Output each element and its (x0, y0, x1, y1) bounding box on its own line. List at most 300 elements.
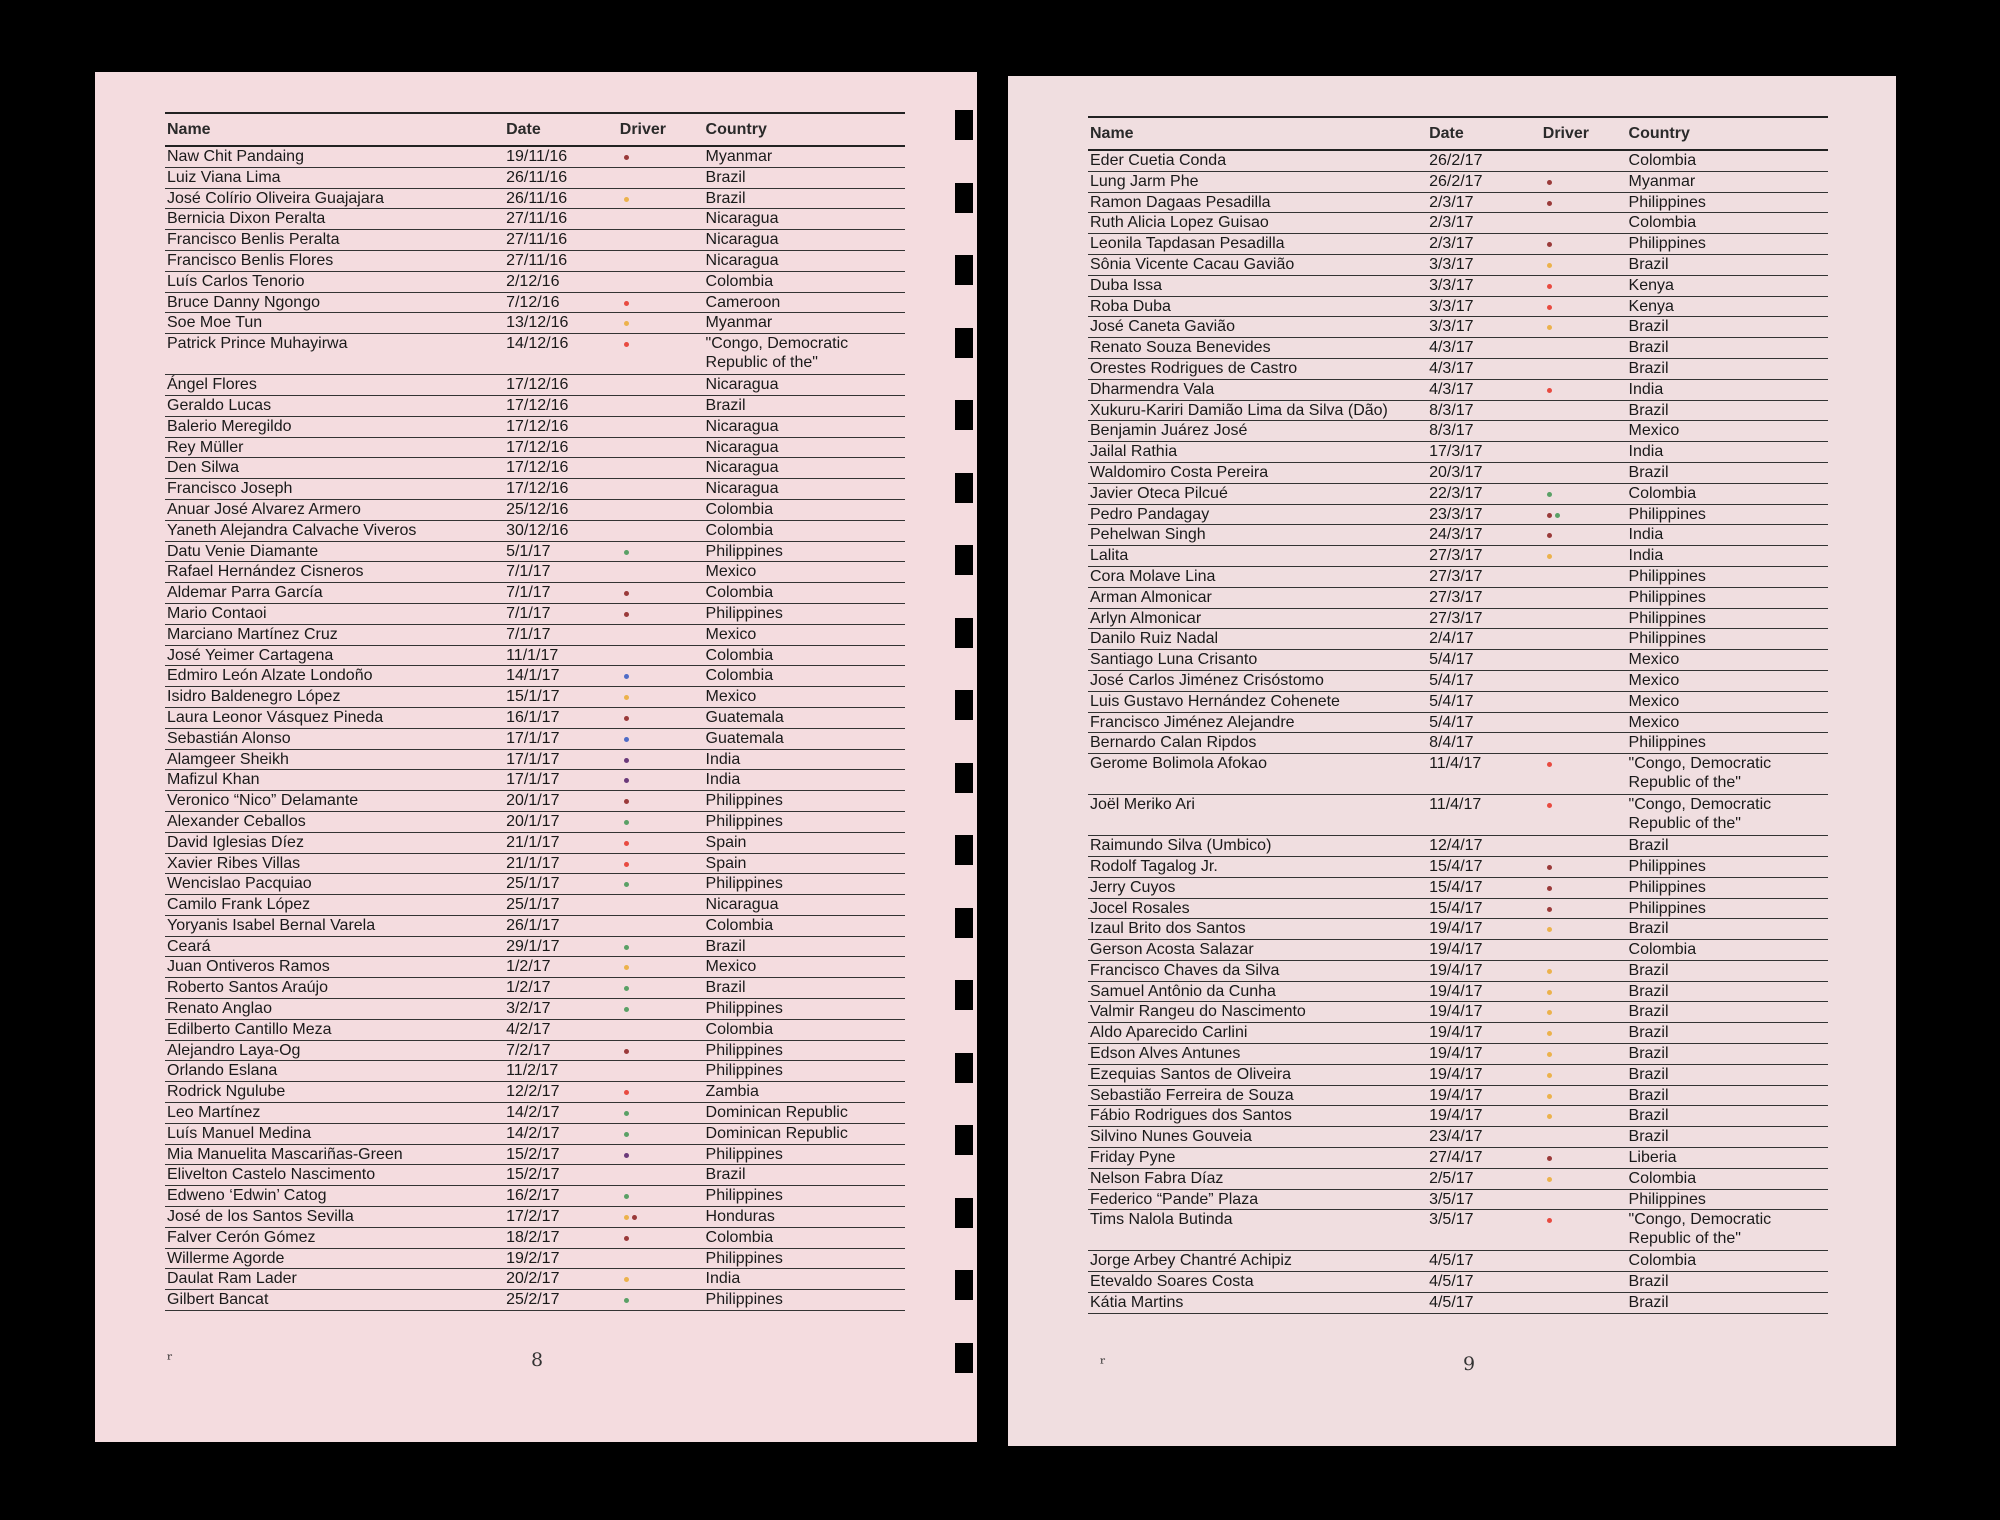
table-row (165, 1186, 905, 1207)
table-row (165, 1249, 905, 1270)
cell-name: Arman Almonicar (1090, 588, 1212, 606)
table-row (1088, 421, 1828, 442)
cell-name: José de los Santos Sevilla (167, 1208, 354, 1226)
cell-date: 26/11/16 (506, 189, 568, 207)
cell-date: 4/5/17 (1429, 1294, 1474, 1312)
cell-country: Guatemala (705, 729, 784, 747)
binding-hole (955, 473, 973, 503)
table-row (165, 895, 905, 916)
driver-dot-maroon (624, 155, 629, 160)
cell-name: Yaneth Alejandra Calvache Viveros (167, 521, 417, 539)
cell-driver (620, 916, 706, 935)
cell-name: Gilbert Bancat (167, 1291, 269, 1309)
driver-dot-maroon (624, 799, 629, 804)
driver-dot-maroon (1547, 886, 1552, 891)
cell-driver (1543, 213, 1629, 232)
table-row (165, 916, 905, 937)
cell-country: "Congo, Democratic Republic of the" (1628, 755, 1772, 792)
cell-date: 19/4/17 (1429, 961, 1483, 979)
cell-country: Philippines (705, 1041, 783, 1059)
cell-name: José Colírio Oliveira Guajajara (167, 189, 384, 207)
cell-country: India (1628, 380, 1664, 398)
page-number: 9 (1463, 1353, 1476, 1375)
table-row (165, 750, 905, 771)
binding-hole (955, 1343, 973, 1373)
table-row (165, 1145, 905, 1166)
driver-dot-maroon (624, 591, 629, 596)
cell-date: 20/3/17 (1429, 463, 1483, 481)
cell-country: Philippines (705, 1187, 783, 1205)
cell-date: 19/11/16 (506, 148, 568, 165)
cell-country: India (705, 750, 741, 768)
cell-country: Guatemala (705, 708, 784, 726)
cell-country: India (705, 1270, 741, 1288)
cell-driver (620, 708, 706, 727)
table-row (1088, 961, 1828, 982)
cell-date: 3/3/17 (1429, 297, 1474, 315)
page-number: 8 (531, 1349, 544, 1371)
binding-hole (955, 1270, 973, 1300)
cell-name: Geraldo Lucas (167, 396, 272, 414)
cell-country: "Congo, Democratic Republic of the" (705, 335, 849, 372)
cell-date: 3/2/17 (506, 1000, 551, 1018)
table-row (165, 396, 905, 417)
cell-driver (620, 458, 706, 477)
table-row (165, 770, 905, 791)
driver-dot-yellow (1547, 325, 1552, 330)
table-row (165, 1269, 905, 1290)
cell-driver (620, 1290, 706, 1309)
table-row (1088, 401, 1828, 422)
driver-dot-maroon (1547, 242, 1552, 247)
publisher-mark: ʳ (1100, 1354, 1106, 1374)
table-row (165, 189, 905, 210)
cell-driver (620, 1207, 706, 1226)
table-row (1088, 1210, 1828, 1251)
cell-country: Kenya (1628, 297, 1674, 315)
table-row (1088, 338, 1828, 359)
cell-driver (1543, 1293, 1629, 1312)
cell-name: Joël Meriko Ari (1090, 796, 1195, 814)
cell-date: 17/12/16 (506, 376, 569, 394)
table-header (1088, 116, 1828, 151)
binding-hole (955, 1198, 973, 1228)
driver-dot-yellow (1547, 990, 1552, 995)
cell-date: 5/1/17 (506, 542, 551, 560)
driver-dot-purple (624, 758, 629, 763)
cell-driver (620, 646, 706, 665)
cell-date: 17/1/17 (506, 729, 560, 747)
cell-name: Lung Jarm Phe (1090, 172, 1199, 190)
cell-name: Friday Pyne (1090, 1149, 1176, 1167)
table-row (1088, 754, 1828, 795)
cell-country: Myanmar (1628, 172, 1696, 190)
cell-driver (1543, 484, 1629, 503)
cell-country: Nicaragua (705, 231, 779, 249)
cell-name: Edson Alves Antunes (1090, 1045, 1241, 1063)
cell-country: Philippines (1628, 857, 1706, 875)
cell-driver (1543, 338, 1629, 357)
table-row (1088, 795, 1828, 836)
cell-country: Brazil (705, 1166, 746, 1184)
cell-name: Rodrick Ngulube (167, 1083, 286, 1101)
cell-name: José Caneta Gavião (1090, 318, 1235, 336)
cell-driver (620, 293, 706, 312)
cell-name: Ángel Flores (167, 376, 257, 394)
table-row (1088, 692, 1828, 713)
cell-country: Brazil (1628, 1003, 1669, 1021)
cell-country: Brazil (705, 937, 746, 955)
header-driver: Driver (1542, 124, 1590, 142)
cell-driver (1543, 919, 1629, 938)
cell-date: 19/4/17 (1429, 1045, 1483, 1063)
cell-date: 2/5/17 (1429, 1169, 1474, 1187)
cell-country: Nicaragua (705, 251, 779, 269)
cell-name: Sebastián Alonso (167, 729, 291, 747)
cell-driver (620, 1165, 706, 1184)
driver-dot-maroon (1547, 533, 1552, 538)
cell-country: Dominican Republic (705, 1104, 848, 1122)
cell-country: Kenya (1628, 276, 1674, 294)
cell-name: Arlyn Almonicar (1090, 609, 1202, 627)
table-row (165, 729, 905, 750)
table-row (165, 542, 905, 563)
table-row (165, 521, 905, 542)
cell-country: Philippines (1628, 899, 1706, 917)
table-row (1088, 567, 1828, 588)
cell-date: 3/3/17 (1429, 318, 1474, 336)
cell-name: Edilberto Cantillo Meza (167, 1020, 332, 1038)
driver-dot-maroon (624, 612, 629, 617)
table-row (165, 1082, 905, 1103)
cell-country: Brazil (1628, 255, 1669, 273)
cell-name: Gerson Acosta Salazar (1090, 941, 1254, 959)
cell-name: Eder Cuetia Conda (1090, 152, 1227, 169)
table-row (165, 1041, 905, 1062)
table-row (1088, 525, 1828, 546)
cell-name: Bernardo Calan Ripdos (1090, 734, 1257, 752)
cell-date: 17/12/16 (506, 438, 569, 456)
cell-driver (1543, 1086, 1629, 1105)
header-date: Date (1429, 124, 1464, 142)
cell-date: 20/1/17 (506, 792, 560, 810)
cell-driver (620, 583, 706, 602)
cell-country: Brazil (705, 168, 746, 186)
cell-date: 27/3/17 (1429, 609, 1483, 627)
cell-name: Leo Martínez (167, 1104, 261, 1122)
table-row (165, 334, 905, 375)
table-row (1088, 1023, 1828, 1044)
driver-dot-yellow (1547, 927, 1552, 932)
cell-date: 17/12/16 (506, 396, 569, 414)
cell-country: Philippines (705, 1291, 783, 1309)
table-row (1088, 484, 1828, 505)
cell-name: Mia Manuelita Mascariñas-Green (167, 1145, 403, 1163)
cell-driver (620, 854, 706, 873)
table-row (165, 854, 905, 875)
table-row (165, 1124, 905, 1145)
table-row (165, 1020, 905, 1041)
table-row (1088, 1272, 1828, 1293)
table-row (1088, 546, 1828, 567)
cell-country: Colombia (1628, 484, 1697, 502)
cell-date: 21/1/17 (506, 854, 560, 872)
cell-driver (1543, 463, 1629, 482)
cell-country: Philippines (1628, 734, 1706, 752)
binding-hole (955, 908, 973, 938)
cell-date: 27/11/16 (506, 231, 568, 249)
cell-date: 15/4/17 (1429, 857, 1483, 875)
table-row (1088, 172, 1828, 193)
cell-country: Nicaragua (705, 210, 779, 228)
cell-country: Nicaragua (705, 896, 779, 914)
driver-dot-green (624, 550, 629, 555)
driver-dot-green (624, 820, 629, 825)
cell-country: Mexico (1628, 692, 1680, 710)
cell-country: Colombia (705, 1228, 774, 1246)
binding-hole (955, 980, 973, 1010)
table-row (1088, 1169, 1828, 1190)
cell-date: 11/2/17 (506, 1062, 559, 1080)
cell-driver (620, 438, 706, 457)
cell-driver (1543, 297, 1629, 316)
cell-date: 13/12/16 (506, 314, 569, 332)
cell-country: Brazil (1628, 1273, 1669, 1291)
driver-dot-green (624, 1111, 629, 1116)
driver-dot-red (624, 862, 629, 867)
publisher-mark: ʳ (167, 1350, 173, 1370)
table-row (165, 708, 905, 729)
cell-name: Sebastião Ferreira de Souza (1090, 1086, 1294, 1104)
cell-date: 21/1/17 (506, 833, 560, 851)
cell-name: Balerio Meregildo (167, 417, 292, 435)
cell-date: 8/4/17 (1429, 734, 1474, 752)
header-name: Name (167, 120, 211, 138)
table-row (165, 438, 905, 459)
table-row (1088, 380, 1828, 401)
cell-date: 26/11/16 (506, 168, 568, 186)
cell-name: Fábio Rodrigues dos Santos (1090, 1107, 1292, 1125)
cell-country: Cameroon (705, 293, 781, 311)
cell-name: Luis Gustavo Hernández Cohenete (1090, 692, 1340, 710)
cell-driver (1543, 1210, 1629, 1229)
cell-country: Colombia (705, 667, 774, 685)
cell-name: Bruce Danny Ngongo (167, 293, 320, 311)
cell-driver (1543, 525, 1629, 544)
cell-date: 19/4/17 (1429, 920, 1483, 938)
table-row (1088, 982, 1828, 1003)
driver-dot-yellow (1547, 1010, 1552, 1015)
cell-driver (1543, 629, 1629, 648)
cell-date: 25/1/17 (506, 896, 560, 914)
cell-name: Xavier Ribes Villas (167, 854, 301, 872)
table-row (165, 978, 905, 999)
cell-driver (1543, 1127, 1629, 1146)
cell-name: Rodolf Tagalog Jr. (1090, 857, 1218, 875)
cell-country: Philippines (1628, 878, 1706, 896)
cell-country: Mexico (1628, 651, 1680, 669)
cell-driver (620, 937, 706, 956)
cell-country: Philippines (705, 1000, 783, 1018)
driver-dot-purple (624, 1153, 629, 1158)
cell-country: Liberia (1628, 1149, 1677, 1167)
table-row (1088, 857, 1828, 878)
cell-date: 19/4/17 (1429, 1086, 1483, 1104)
cell-driver (1543, 713, 1629, 732)
cell-date: 20/1/17 (506, 812, 560, 830)
cell-date: 15/2/17 (506, 1145, 560, 1163)
cell-country: Brazil (1628, 1086, 1669, 1104)
driver-dot-yellow (1547, 554, 1552, 559)
driver-dot-maroon (624, 1236, 629, 1241)
cell-country: Philippines (705, 542, 783, 560)
cell-date: 27/3/17 (1429, 547, 1483, 565)
driver-dot-maroon (1547, 180, 1552, 185)
cell-country: Philippines (1628, 1190, 1706, 1208)
cell-country: Zambia (705, 1083, 759, 1101)
cell-name: Luís Manuel Medina (167, 1124, 312, 1142)
cell-date: 17/2/17 (506, 1208, 560, 1226)
driver-dot-purple (624, 778, 629, 783)
table-row (165, 293, 905, 314)
cell-driver (1543, 857, 1629, 876)
cell-name: Francisco Jiménez Alejandre (1090, 713, 1295, 731)
cell-driver (620, 147, 706, 166)
cell-name: Soe Moe Tun (167, 314, 263, 332)
cell-driver (1543, 836, 1629, 855)
cell-name: Marciano Martínez Cruz (167, 625, 338, 643)
header-country: Country (705, 120, 767, 138)
cell-date: 2/3/17 (1429, 193, 1474, 211)
cell-country: India (705, 771, 741, 789)
cell-country: Brazil (705, 396, 746, 414)
cell-name: Rey Müller (167, 438, 244, 456)
table-row (1088, 609, 1828, 630)
table-row (165, 1228, 905, 1249)
cell-country: Brazil (1628, 359, 1669, 377)
cell-date: 27/3/17 (1429, 567, 1483, 585)
cell-driver (1543, 1190, 1629, 1209)
cell-country: Philippines (1628, 235, 1706, 253)
cell-name: Elivelton Castelo Nascimento (167, 1166, 376, 1184)
cell-country: Mexico (705, 958, 757, 976)
cell-name: Roba Duba (1090, 297, 1171, 315)
cell-country: Philippines (705, 1145, 783, 1163)
cell-name: Juan Ontiveros Ramos (167, 958, 330, 976)
cell-country: Colombia (1628, 1252, 1697, 1270)
driver-dot-green (1555, 513, 1560, 518)
cell-name: Xukuru-Kariri Damião Lima da Silva (Dão) (1090, 401, 1388, 419)
cell-driver (1543, 1002, 1629, 1021)
cell-date: 4/5/17 (1429, 1273, 1474, 1291)
driver-dot-maroon (632, 1215, 637, 1220)
cell-name: Cora Molave Lina (1090, 567, 1216, 585)
table-row (1088, 442, 1828, 463)
cell-driver (1543, 754, 1629, 773)
cell-driver (620, 833, 706, 852)
cell-date: 25/2/17 (506, 1291, 560, 1309)
table-body (1088, 151, 1828, 1314)
driver-dot-red (1547, 762, 1552, 767)
binding-hole (955, 835, 973, 865)
cell-name: Javier Oteca Pilcué (1090, 484, 1228, 502)
cell-date: 19/4/17 (1429, 982, 1483, 1000)
cell-date: 5/4/17 (1429, 692, 1474, 710)
cell-driver (1543, 359, 1629, 378)
cell-name: Willerme Agorde (167, 1249, 285, 1267)
binding-hole (955, 328, 973, 358)
table-row (165, 1165, 905, 1186)
cell-name: Jerry Cuyos (1090, 878, 1176, 896)
cell-driver (620, 625, 706, 644)
cell-country: Philippines (1628, 588, 1706, 606)
cell-name: Anuar José Alvarez Armero (167, 500, 361, 518)
cell-name: Kátia Martins (1090, 1294, 1184, 1312)
cell-country: Colombia (705, 1020, 774, 1038)
cell-date: 14/12/16 (506, 335, 569, 353)
killings-table-right (1088, 116, 1828, 1314)
cell-date: 5/4/17 (1429, 671, 1474, 689)
cell-driver (1543, 1251, 1629, 1270)
cell-driver (620, 396, 706, 415)
cell-driver (620, 999, 706, 1018)
cell-driver (620, 874, 706, 893)
cell-date: 19/4/17 (1429, 1003, 1483, 1021)
cell-name: Edmiro León Alzate Londoño (167, 667, 373, 685)
table-row (165, 687, 905, 708)
cell-driver (1543, 982, 1629, 1001)
table-row (165, 646, 905, 667)
driver-dot-green (624, 1132, 629, 1137)
table-row (1088, 1148, 1828, 1169)
cell-driver (1543, 961, 1629, 980)
cell-name: Federico “Pande” Plaza (1090, 1190, 1259, 1208)
table-row (165, 583, 905, 604)
cell-name: Mario Contaoi (167, 604, 267, 622)
cell-driver (1543, 878, 1629, 897)
cell-country: Philippines (705, 875, 783, 893)
table-row (1088, 919, 1828, 940)
cell-name: Jocel Rosales (1090, 899, 1190, 917)
cell-country: India (1628, 547, 1664, 565)
cell-name: Laura Leonor Vásquez Pineda (167, 708, 384, 726)
cell-driver (1543, 421, 1629, 440)
table-header (165, 112, 905, 147)
cell-name: Falver Cerón Gómez (167, 1228, 316, 1246)
cell-date: 26/1/17 (506, 916, 560, 934)
cell-date: 1/2/17 (506, 958, 551, 976)
cell-date: 3/3/17 (1429, 255, 1474, 273)
binding-hole (955, 690, 973, 720)
cell-country: Nicaragua (705, 438, 779, 456)
cell-driver (620, 375, 706, 394)
table-row (1088, 629, 1828, 650)
cell-date: 16/2/17 (506, 1187, 560, 1205)
cell-date: 3/5/17 (1429, 1190, 1474, 1208)
header-date: Date (506, 120, 541, 138)
cell-country: Mexico (1628, 713, 1680, 731)
cell-driver (1543, 692, 1629, 711)
cell-date: 7/2/17 (506, 1041, 551, 1059)
cell-country: Philippines (705, 1062, 783, 1080)
cell-country: Brazil (1628, 1065, 1669, 1083)
cell-country: "Congo, Democratic Republic of the" (1628, 1211, 1772, 1248)
cell-country: Colombia (1628, 1169, 1697, 1187)
cell-country: Colombia (705, 500, 774, 518)
cell-driver (620, 334, 706, 353)
cell-date: 14/2/17 (506, 1104, 560, 1122)
table-row (165, 791, 905, 812)
